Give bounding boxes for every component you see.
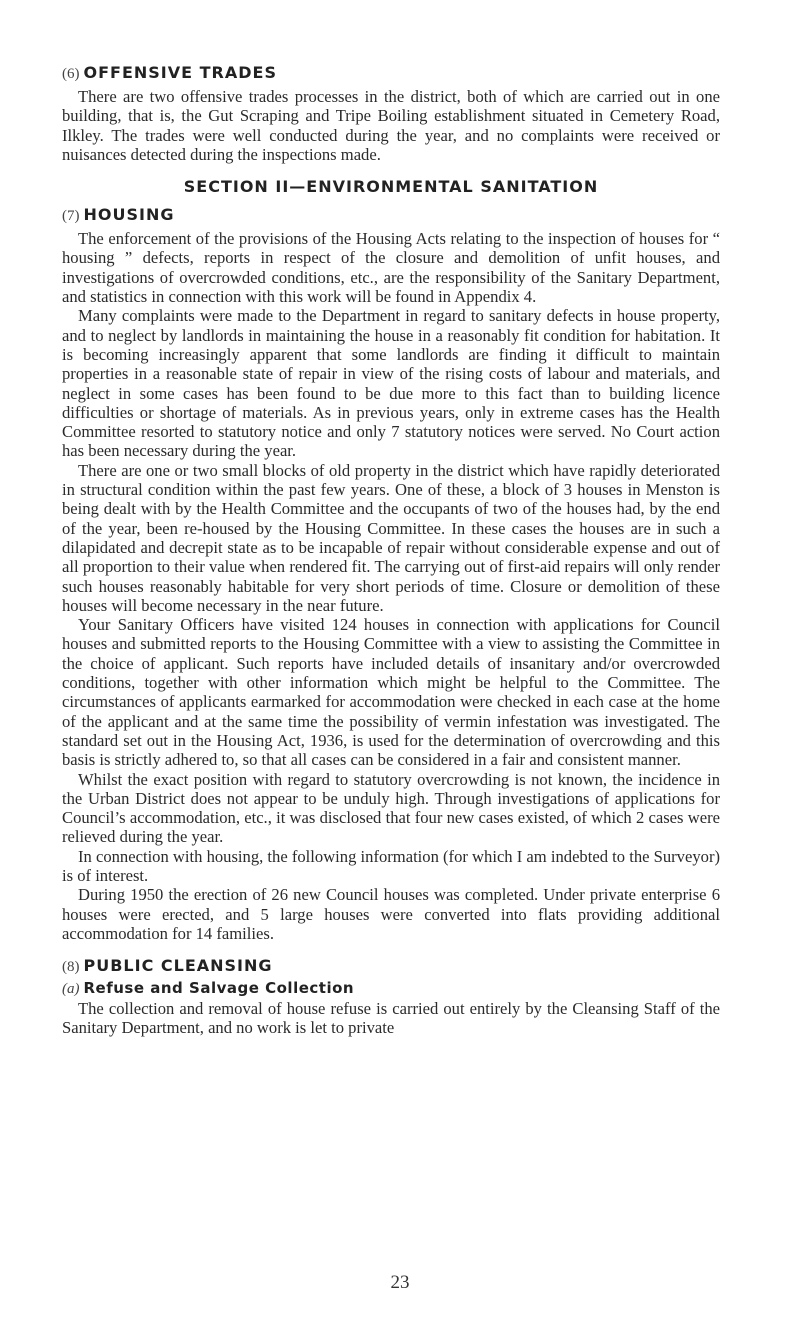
paragraph: The enforcement of the provisions of the Housing Acts relating to the inspection of houses for “ housing ” defects, reports in respect of the closure and demolition of unfit houses, and investigations of overcrowded conditions, etc., are the responsibility of the Sanitary Department, and statistics in connection with this work will be found in Appendix 4. bbox=[62, 229, 720, 307]
section-heading-offensive-trades bbox=[62, 62, 720, 85]
section-heading-public-cleansing bbox=[62, 955, 720, 978]
paragraph: There are one or two small blocks of old property in the district which have rapidly deteriorated in structural condition within the past few years. One of these, a block of 3 houses in Menston is being dealt with by the Health Committee and the occupants of two of the houses had, by the end of the year, been re-housed by the Housing Committee. In these cases the houses are in such a dilapidated and decrepit state as to be incapable of repair without considerable expense and out of all proportion to their value when rendered fit. The carrying out of first-aid repairs will only render such houses reasonably habitable for very short periods of time. Closure or demolition of these houses will become necessary in the near future. bbox=[62, 460, 720, 615]
section-title: OFFENSIVE TRADES bbox=[83, 63, 277, 82]
subsection-title: Refuse and Salvage Collection bbox=[83, 979, 355, 998]
paragraph: There are two offensive trades processes in the district, both of which are carried out in one building, that is, the Gut Scraping and Tripe Boiling establishment situated in Cemetery Road, Ilkley. The trades were well conducted during the year, and no complaints were received or nuisances detected during the inspections made. bbox=[62, 87, 720, 164]
paragraph: Whilst the exact position with regard to statutory overcrowding is not known, the incidence in the Urban District does not appear to be unduly high. Through investigations of applications for Council’s accommodation, etc., it was disclosed that four new cases existed, of which 2 cases were relieved during the year. bbox=[62, 769, 720, 847]
section-heading-housing bbox=[62, 204, 720, 227]
paragraph: Many complaints were made to the Department in regard to sanitary defects in house property, and to neglect by landlords in maintaining the house in a reasonably fit condition for habitation. It is becoming increasingly apparent that some landlords are finding it difficult to maintain properties in a reasonable state of repair in view of the rising costs of labour and materials, and neglect in some cases has been found to be due more to this fact than to building licence difficulties or shortage of materials. As in previous years, only in extreme cases has the Health Committee resorted to statutory notice and only 7 statutory notices were served. No Court action has been necessary during the year. bbox=[62, 306, 720, 461]
section-number: (7) bbox=[62, 208, 80, 225]
section-number: (8) bbox=[62, 959, 80, 976]
paragraph: During 1950 the erection of 26 new Council houses was completed. Under private enterprise 6 houses were erected, and 5 large houses were converted into flats providing additional accommodation for 14 families. bbox=[62, 885, 720, 943]
section-title: PUBLIC CLEANSING bbox=[83, 956, 273, 976]
section-two-heading: SECTION II—ENVIRONMENTAL SANITATION bbox=[183, 177, 599, 197]
page-number: 23 bbox=[390, 1272, 410, 1293]
subsection-number: (a) bbox=[62, 981, 80, 998]
section-number: (6) bbox=[62, 66, 80, 82]
subsection-heading-refuse bbox=[62, 978, 720, 999]
paragraph: The collection and removal of house refuse is carried out entirely by the Cleansing Staff of the Sanitary Department, and no work is let to private bbox=[62, 999, 720, 1038]
paragraph: Your Sanitary Officers have visited 124 houses in connection with applications for Council houses and submitted reports to the Housing Committee with a view to assisting the Committee in the choice of applicant. Such reports have included details of insanitary and/or overcrowded conditions, together with other information which might be helpful to the Committee. The circumstances of applicants earmarked for accommodation were checked in each case at the home of the applicant and at the same time the possibility of vermin infestation was investigated. The standard set out in the Housing Act, 1936, is used for the determination of overcrowding and this basis is strictly adhered to, so that all cases can be considered in a fair and consistent manner. bbox=[62, 615, 720, 770]
section-title: HOUSING bbox=[83, 205, 175, 225]
paragraph: In connection with housing, the following information (for which I am indebted to the Surveyor) is of interest. bbox=[62, 846, 720, 885]
